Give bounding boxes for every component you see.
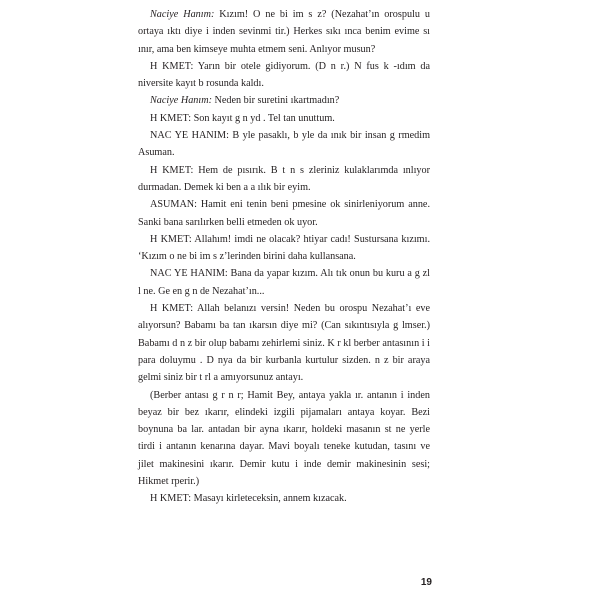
speaker-name: Naciye Hanım: bbox=[150, 9, 215, 20]
stage-direction-text: (Berber antası g r n r; Hamit Bey, antaya yakla ır. antanın i inden beyaz bir bez ıkarır, elindeki izgili pijamaları antaya koyar. Bezi boynuna ba lar. antadan bir ayna ıkarır, holdeki masanın st ne yerle tirdi i antanın kenarına dayar. Mavi boyalı teneke kutudan, tasını ve jilet makinesini ıkarır. Demir kutu i inde demir makinesinin sesi; Hikmet rperir.) bbox=[138, 389, 430, 488]
dialogue-text: H KMET: Yarın bir otele gidiyorum. (D n r.) N fus k -ıdım da niversite kayıt b rosunda kaldı. bbox=[138, 60, 430, 90]
dialogue-text: H KMET: Masayı kirleteceksin, annem kızacak. bbox=[150, 493, 347, 505]
dialogue-text: Neden bir suretini ıkartmadın? bbox=[211, 95, 340, 107]
speaker-name: Naciye Hanım: bbox=[150, 95, 212, 107]
dialogue-text: H KMET: Allahım! imdi ne olacak? htiyar cadı! Sustursana kızımı. ‘Kızım o ne bi im s z’lerinden birini daha kullansana. bbox=[138, 233, 430, 263]
dialogue-paragraph bbox=[138, 162, 430, 197]
dialogue-text: H KMET: Allah belanızı versin! Neden bu orospu Nezahat’ı eve alıyorsun? Babamı ba tan ıkarsın diye mi? (Can sıkıntısıyla g lmser.) Babamı d n z bir olup babamı zehirlemi siniz. K r kl berber antasının i i para doluymu . D nya da bir kurbanla kurtulur sizden. n z bir araya gelmi siniz bir t rl a amıyorsunuz antayı. bbox=[138, 303, 430, 384]
dialogue-paragraph bbox=[138, 265, 430, 300]
dialogue-paragraph bbox=[138, 6, 430, 58]
dialogue-text: H KMET: Son kayıt g n yd . Tel tan unuttum. bbox=[150, 112, 335, 124]
body-text bbox=[138, 6, 430, 508]
dialogue-text: Kızım! O ne bi im s z? (Nezahat’ın orospulu u ortaya ıktı diye i inden sevinmi tir.) Herkes sıkı ınca benim evime sı ınır, ama ben kimseye muhta etmem seni. Anlıyor musun? bbox=[138, 9, 430, 55]
dialogue-paragraph bbox=[138, 300, 430, 386]
dialogue-paragraph bbox=[138, 490, 430, 507]
dialogue-text: H KMET: Hem de pısırık. B t n s zleriniz kulaklarımda ınlıyor durmadan. Demek ki ben a a ılık bir eyim. bbox=[138, 164, 430, 193]
dialogue-paragraph bbox=[138, 231, 430, 266]
dialogue-paragraph bbox=[138, 196, 430, 231]
dialogue-paragraph bbox=[138, 127, 430, 162]
dialogue-text: NAC YE HANIM: B yle pasaklı, b yle da ınık bir insan g rmedim Asuman. bbox=[138, 130, 430, 159]
dialogue-paragraph bbox=[138, 58, 430, 93]
page-number: 19 bbox=[420, 577, 432, 588]
dialogue-text: ASUMAN: Hamit eni tenin beni pmesine ok sinirleniyorum anne. Sanki bana sarılırken belli etmeden ok uyor. bbox=[138, 199, 430, 228]
dialogue-paragraph bbox=[138, 110, 430, 127]
stage-direction bbox=[138, 387, 430, 491]
dialogue-paragraph bbox=[138, 92, 430, 109]
dialogue-text: NAC YE HANIM: Bana da yapar kızım. Alı tık onun bu kuru a g zl l ne. Ge en g n de Nezahat’ın... bbox=[138, 268, 430, 297]
